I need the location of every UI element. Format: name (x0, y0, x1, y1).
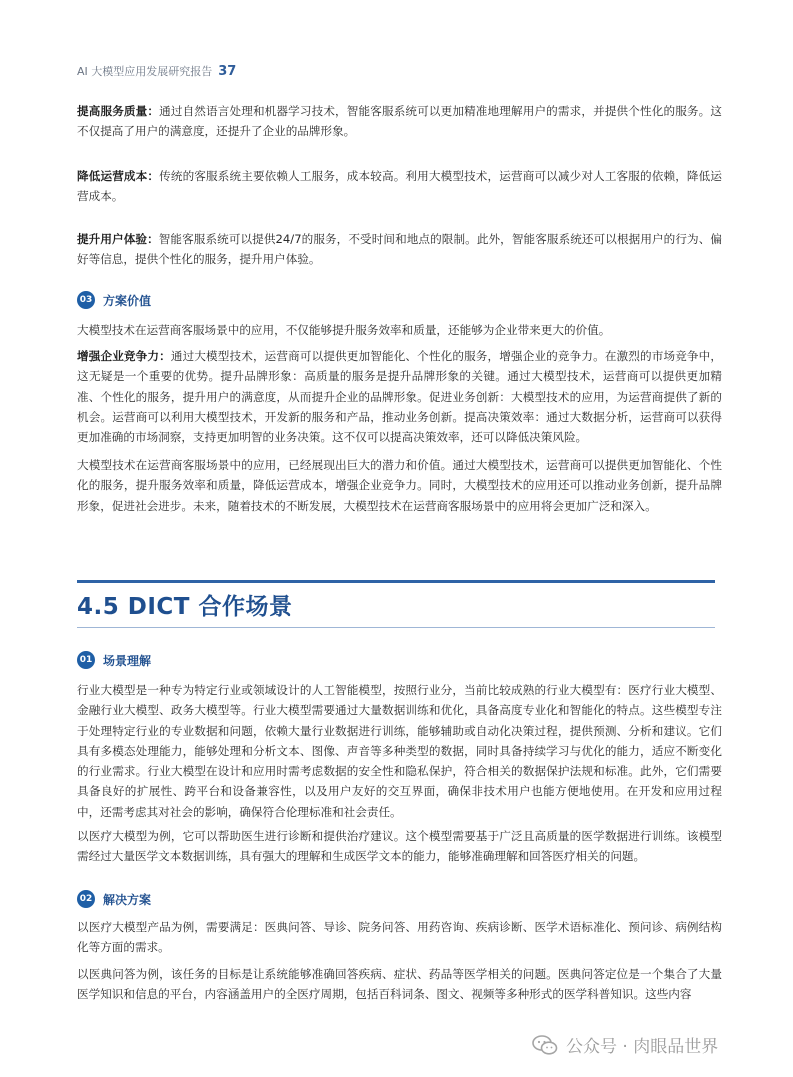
wechat-icon (532, 1035, 558, 1055)
section-title: 4.5 DICT 合作场景 (77, 594, 293, 620)
paragraph-text: 以医典问答为例，该任务的目标是让系统能够准确回答疾病、症状、药品等医学相关的问题。医典问答定位是一个集合了大量医学知识和信息的平台，内容涵盖用户的全医疗周期，包括百科词条、图文、视频等多种形式的医学科普知识。这些内容 (77, 967, 722, 1002)
paragraph-text: 通过大模型技术，运营商可以提供更加智能化、个性化的服务，增强企业的竞争力。在激烈的市场竞争中，这无疑是一个重要的优势。提升品牌形象：高质量的服务是提升品牌形象的关键。通过大模型技术，运营商可以提供更加精准、个性化的服务，提升用户的满意度，从而提升企业的品牌形象。促进业务创新：大模型技术的应用，为运营商提供了新的机会。运营商可以利用大模型技术，开发新的服务和产品，推动业务创新。提高决策效率：通过大数据分析，运营商可以获得更加准确的市场洞察，支持更加明智的业务决策。这不仅可以提高决策效率，还可以降低决策风险。 (77, 349, 722, 445)
number-badge: 01 (77, 651, 95, 669)
paragraph-text: 以医疗大模型为例，它可以帮助医生进行诊断和提供治疗建议。这个模型需要基于广泛且高质量的医学数据进行训练。该模型需经过大量医学文本数据训练，具有强大的理解和生成医学文本的能力，能够准确理解和回答医疗相关的问题。 (77, 829, 722, 864)
term-competitiveness: 增强企业竞争力： (77, 349, 171, 363)
running-header (77, 63, 236, 79)
subheading-solution (77, 889, 151, 909)
term-user-experience: 提升用户体验： (77, 232, 159, 246)
paragraph-value-summary (77, 455, 722, 516)
paragraph-value-intro (77, 320, 722, 340)
subheading-solution-value (77, 290, 151, 310)
paragraph-service-quality (77, 101, 722, 142)
paragraph-competitiveness (77, 346, 722, 447)
section-rule-bottom (77, 627, 715, 628)
paragraph-text: 行业大模型是一种专为特定行业或领域设计的人工智能模型，按照行业分，当前比较成熟的行业大模型有：医疗行业大模型、金融行业大模型、政务大模型等。行业大模型需要通过大量数据训练和优化，具备高度专业化和智能化的特点。这些模型专注于处理特定行业的专业数据和问题，依赖大量行业数据进行训练，能够辅助或自动化决策过程，提供预测、分析和建议。它们具有多模态处理能力，能够处理和分析文本、图像、声音等多种类型的数据，同时具备持续学习与优化的能力，适应不断变化的行业需求。行业大模型在设计和应用时需考虑数据的安全性和隐私保护，符合相关的数据保护法规和标准。此外，它们需要具备良好的扩展性、跨平台和设备兼容性，以及用户友好的交互界面，确保非技术用户也能方便地使用。在开发和应用过程中，还需考虑其对社会的影响，确保符合伦理标准和社会责任。 (77, 683, 722, 819)
term-cost-reduction: 降低运营成本： (77, 169, 160, 183)
number-badge: 03 (77, 291, 95, 309)
paragraph-medical-example (77, 826, 722, 867)
term-service-quality: 提高服务质量： (77, 104, 160, 118)
subheading-scenario-understanding (77, 650, 151, 670)
report-title: AI 大模型应用发展研究报告 (77, 65, 213, 78)
watermark (532, 1032, 718, 1057)
paragraph-medical-product (77, 917, 722, 958)
paragraph-text: 以医疗大模型产品为例，需要满足：医典问答、导诊、院务问答、用药咨询、疾病诊断、医学术语标准化、预问诊、病例结构化等方面的需求。 (77, 920, 722, 955)
subheading-label: 方案价值 (103, 293, 152, 308)
section-rule-top (77, 580, 715, 583)
paragraph-medical-qa (77, 964, 722, 1005)
paragraph-text: 传统的客服系统主要依赖人工服务，成本较高。利用大模型技术，运营商可以减少对人工客服的依赖，降低运营成本。 (77, 169, 722, 204)
paragraph-text: 大模型技术在运营商客服场景中的应用，已经展现出巨大的潜力和价值。通过大模型技术，运营商可以提供更加智能化、个性化的服务，提升服务效率和质量，降低运营成本，增强企业竞争力。同时，大模型技术的应用还可以推动业务创新，提升品牌形象，促进社会进步。未来，随着技术的不断发展，大模型技术在运营商客服场景中的应用将会更加广泛和深入。 (77, 458, 722, 513)
paragraph-industry-model (77, 680, 722, 822)
number-badge: 02 (77, 890, 95, 908)
subheading-label: 解决方案 (103, 892, 152, 907)
paragraph-text: 大模型技术在运营商客服场景中的应用，不仅能够提升服务效率和质量，还能够为企业带来更大的价值。 (77, 323, 611, 337)
paragraph-cost-reduction (77, 166, 722, 207)
paragraph-text: 智能客服系统可以提供24/7的服务，不受时间和地点的限制。此外，智能客服系统还可以根据用户的行为、偏好等信息，提供个性化的服务，提升用户体验。 (77, 232, 722, 267)
paragraph-user-experience (77, 229, 722, 270)
paragraph-text: 通过自然语言处理和机器学习技术，智能客服系统可以更加精准地理解用户的需求，并提供个性化的服务。这不仅提高了用户的满意度，还提升了企业的品牌形象。 (77, 104, 722, 139)
page-number: 37 (218, 64, 237, 79)
subheading-label: 场景理解 (103, 653, 152, 668)
watermark-text: 公众号 · 肉眼品世界 (566, 1037, 719, 1057)
